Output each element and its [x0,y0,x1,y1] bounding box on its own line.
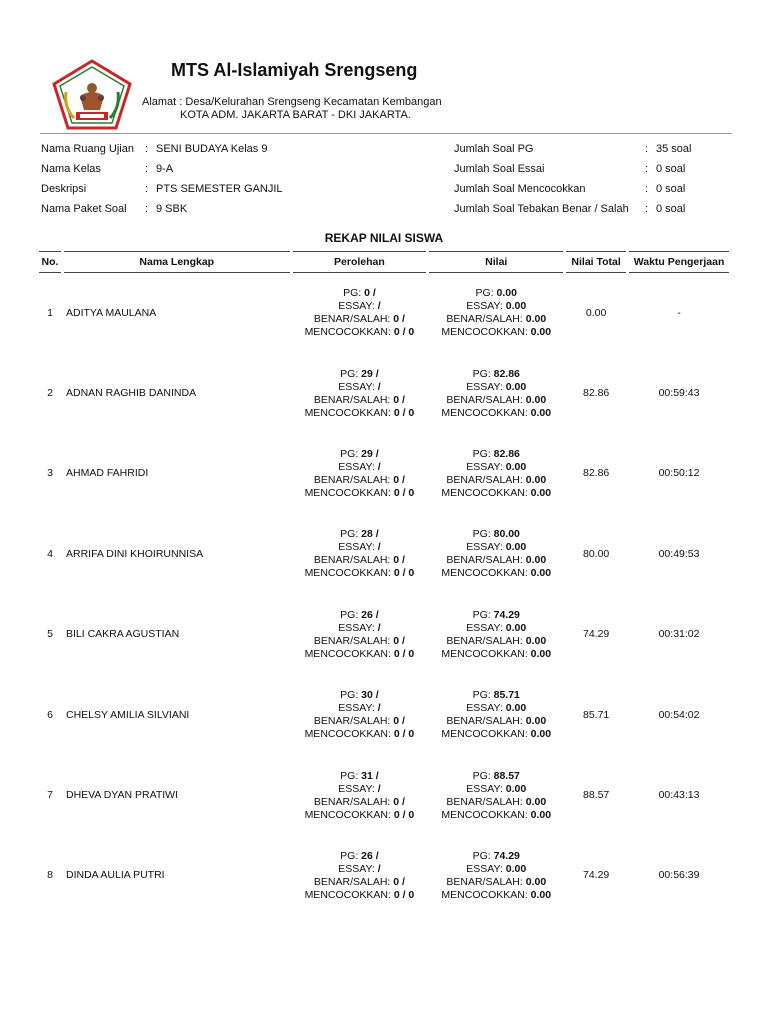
nilai-cell-line-essay [429,783,563,796]
detail-label: ESSAY: [466,862,506,875]
detail-value: 0 / 0 [393,647,415,660]
detail-value: / [377,300,381,313]
detail-label: PG: [472,528,494,541]
column-header-waktu: Waktu Pengerjaan [629,251,729,273]
detail-label: ESSAY: [338,300,378,313]
detail-value: 0.00 [530,486,552,499]
perolehan-cell-line-mencocokkan [293,487,427,500]
waktu-pengerjaan: 00:43:13 [658,789,700,802]
nilai-cell-line-mencocokkan [429,567,563,580]
detail-value: 26 / [361,608,379,621]
perolehan-cell [293,836,427,916]
perolehan-cell-line-essay [293,622,427,635]
detail-value: 0.00 [505,541,527,554]
perolehan-cell-line-benar-salah [293,796,427,809]
detail-value: 30 / [361,689,379,702]
student-name: CHELSY AMILIA SILVIANI [65,708,190,721]
info-colon: : [145,163,149,175]
info-label-kelas: Nama Kelas [41,163,101,175]
row-number: 6 [47,708,53,721]
nilai-cell-line-mencocokkan [429,487,563,500]
detail-label: PG: [340,447,362,460]
table-header-row [39,251,729,273]
detail-value: 0.00 [525,393,547,406]
detail-value: 0 / 0 [393,486,415,499]
detail-label: BENAR/SALAH: [313,313,394,326]
info-label-jumlah-mencocokkan: Jumlah Soal Mencocokkan [454,183,586,195]
detail-label: ESSAY: [466,702,506,715]
nilai-cell-line-benar-salah [429,554,563,567]
detail-value: 0.00 [525,554,547,567]
detail-value: 0 / [393,393,405,406]
detail-label: BENAR/SALAH: [313,473,394,486]
nilai-cell-line-pg [429,609,563,622]
detail-value: 0.00 [525,875,547,888]
rekap-table [36,251,732,916]
perolehan-cell-line-benar-salah [293,715,427,728]
detail-value: 0.00 [530,647,552,660]
detail-value: 0 / [393,875,405,888]
info-label-jumlah-pg: Jumlah Soal PG [454,143,534,155]
detail-label: MENCOCOKKAN: [441,326,531,339]
nilai-cell-line-essay [429,541,563,554]
perolehan-cell-line-pg [293,287,427,300]
perolehan-cell-line-benar-salah [293,554,427,567]
detail-label: MENCOCOKKAN: [441,808,531,821]
perolehan-cell-line-benar-salah [293,313,427,326]
detail-value: 0 / 0 [393,888,415,901]
nilai-cell-line-essay [429,622,563,635]
detail-label: BENAR/SALAH: [313,715,394,728]
nilai-cell [429,836,563,916]
perolehan-cell-line-pg [293,609,427,622]
info-label-ruang: Nama Ruang Ujian [41,143,134,155]
info-value-deskripsi: PTS SEMESTER GANJIL [156,183,283,195]
nilai-total: 74.29 [582,869,610,882]
detail-value: / [377,862,381,875]
detail-label: ESSAY: [466,541,506,554]
info-colon: : [145,203,149,215]
perolehan-cell-line-essay [293,381,427,394]
detail-label: BENAR/SALAH: [446,634,526,647]
student-name: ARRIFA DINI KHOIRUNNISA [65,547,204,560]
nilai-cell [429,514,563,594]
table-row [39,836,729,916]
detail-value: 31 / [361,769,379,782]
detail-label: MENCOCOKKAN: [304,728,394,741]
detail-value: 0 / 0 [393,326,415,339]
perolehan-cell-line-essay [293,702,427,715]
detail-value: 0 / 0 [393,567,415,580]
nilai-total: 85.71 [582,708,610,721]
detail-label: PG: [472,849,494,862]
table-row [39,595,729,675]
detail-label: BENAR/SALAH: [446,473,526,486]
table-row [39,353,729,433]
detail-label: ESSAY: [338,702,378,715]
perolehan-cell-line-pg [293,528,427,541]
detail-label: ESSAY: [338,862,378,875]
nilai-total: 74.29 [582,628,610,641]
table-row [39,273,729,353]
perolehan-cell [293,353,427,433]
student-name: DINDA AULIA PUTRI [65,869,165,882]
waktu-pengerjaan: - [677,306,681,319]
detail-value: 0.00 [530,406,552,419]
detail-value: 0.00 [525,473,547,486]
nilai-total: 80.00 [582,547,610,560]
waktu-pengerjaan: 00:59:43 [658,387,700,400]
nilai-cell-line-mencocokkan [429,648,563,661]
table-row [39,514,729,594]
perolehan-cell-line-mencocokkan [293,889,427,902]
info-colon: : [145,143,149,155]
waktu-pengerjaan: 00:54:02 [658,708,700,721]
nilai-cell-line-benar-salah [429,796,563,809]
detail-value: 0.00 [525,313,547,326]
nilai-cell-line-essay [429,461,563,474]
info-value-ruang: SENI BUDAYA Kelas 9 [156,143,268,155]
student-name: ADITYA MAULANA [65,306,157,319]
detail-value: 0.00 [505,782,527,795]
nilai-cell-line-essay [429,863,563,876]
perolehan-cell [293,434,427,514]
school-emblem-icon [50,58,134,132]
detail-label: ESSAY: [338,782,378,795]
detail-value: 29 / [361,447,379,460]
waktu-pengerjaan: 00:49:53 [658,547,700,560]
perolehan-cell-line-pg [293,850,427,863]
detail-value: 0 / [393,715,405,728]
detail-label: MENCOCOKKAN: [441,728,531,741]
detail-value: 26 / [361,849,379,862]
detail-label: PG: [340,769,362,782]
nilai-cell [429,595,563,675]
detail-label: ESSAY: [338,380,378,393]
detail-label: PG: [340,528,362,541]
nilai-cell-line-benar-salah [429,394,563,407]
info-value-kelas: 9-A [156,163,174,175]
detail-label: MENCOCOKKAN: [304,486,394,499]
detail-label: ESSAY: [338,460,378,473]
detail-value: 0 / [393,554,405,567]
nilai-cell-line-benar-salah [429,474,563,487]
column-header-perolehan: Perolehan [293,251,427,273]
nilai-cell-line-pg [429,850,563,863]
detail-label: MENCOCOKKAN: [304,406,394,419]
perolehan-cell [293,595,427,675]
detail-label: ESSAY: [466,380,506,393]
detail-label: PG: [472,447,494,460]
student-name: BILI CAKRA AGUSTIAN [65,628,180,641]
detail-label: PG: [472,689,494,702]
detail-value: / [377,621,381,634]
detail-value: 80.00 [493,528,520,541]
school-name: MTS Al-Islamiyah Srengseng [171,60,418,80]
detail-label: MENCOCOKKAN: [441,406,531,419]
detail-label: BENAR/SALAH: [313,795,394,808]
detail-label: BENAR/SALAH: [313,554,394,567]
nilai-cell-line-benar-salah [429,715,563,728]
perolehan-cell [293,755,427,835]
perolehan-cell [293,675,427,755]
info-value-paket: 9 SBK [156,203,188,215]
detail-label: MENCOCOKKAN: [441,647,531,660]
table-row [39,434,729,514]
info-colon: : [645,203,649,215]
perolehan-cell-line-essay [293,541,427,554]
detail-label: MENCOCOKKAN: [441,486,531,499]
detail-value: 0.00 [530,808,552,821]
detail-label: BENAR/SALAH: [446,875,526,888]
perolehan-cell-line-mencocokkan [293,567,427,580]
nilai-cell [429,273,563,353]
nilai-cell-line-pg [429,368,563,381]
nilai-cell-line-pg [429,448,563,461]
perolehan-cell-line-essay [293,300,427,313]
detail-label: BENAR/SALAH: [446,554,526,567]
header-divider [40,133,732,134]
perolehan-cell-line-benar-salah [293,474,427,487]
detail-value: 0.00 [530,567,552,580]
detail-label: PG: [343,287,365,300]
detail-label: PG: [340,849,362,862]
detail-label: BENAR/SALAH: [313,393,394,406]
detail-value: 82.86 [493,367,520,380]
row-number: 1 [47,306,53,319]
detail-value: / [377,541,381,554]
detail-value: 0 / 0 [393,406,415,419]
student-name: AHMAD FAHRIDI [65,467,149,480]
nilai-cell-line-pg [429,689,563,702]
detail-label: PG: [340,608,362,621]
perolehan-cell-line-essay [293,461,427,474]
perolehan-cell-line-mencocokkan [293,648,427,661]
column-header-nilai-total: Nilai Total [566,251,626,273]
nilai-cell [429,353,563,433]
detail-label: ESSAY: [466,460,506,473]
detail-value: 0.00 [530,728,552,741]
perolehan-cell [293,273,427,353]
student-name: DHEVA DYAN PRATIWI [65,789,178,802]
detail-value: / [377,380,381,393]
nilai-cell-line-pg [429,287,563,300]
perolehan-cell-line-essay [293,783,427,796]
detail-value: / [377,782,381,795]
detail-label: BENAR/SALAH: [446,393,526,406]
info-value-jumlah-benar-salah: 0 soal [656,203,686,215]
detail-value: 0 / [393,473,405,486]
column-header-no: No. [39,251,61,273]
nilai-cell-line-mencocokkan [429,407,563,420]
nilai-cell-line-mencocokkan [429,326,563,339]
perolehan-cell-line-mencocokkan [293,809,427,822]
detail-label: MENCOCOKKAN: [441,567,531,580]
detail-label: MENCOCOKKAN: [304,647,394,660]
perolehan-cell-line-mencocokkan [293,728,427,741]
detail-value: 0.00 [496,287,517,300]
info-label-deskripsi: Deskripsi [41,183,87,195]
address-line-2: KOTA ADM. JAKARTA BARAT - DKI JAKARTA. [180,109,411,121]
column-header-nama: Nama Lengkap [64,251,290,273]
perolehan-cell-line-mencocokkan [293,326,427,339]
detail-value: 0 / 0 [393,728,415,741]
table-row [39,675,729,755]
nilai-cell [429,434,563,514]
detail-label: MENCOCOKKAN: [304,567,394,580]
detail-value: / [377,702,381,715]
detail-label: PG: [340,367,362,380]
detail-value: 0.00 [505,862,527,875]
row-number: 5 [47,628,53,641]
perolehan-cell-line-pg [293,770,427,783]
detail-value: 28 / [361,528,379,541]
info-value-jumlah-mencocokkan: 0 soal [656,183,686,195]
info-colon: : [645,163,649,175]
detail-value: 0.00 [525,795,547,808]
address-line-1: Alamat : Desa/Kelurahan Srengseng Kecamatan Kembangan [142,96,442,108]
detail-value: 0.00 [505,300,527,313]
nilai-cell [429,675,563,755]
detail-value: 0 / [393,795,405,808]
info-label-jumlah-benar-salah: Jumlah Soal Tebakan Benar / Salah [454,203,629,215]
detail-label: PG: [472,769,494,782]
nilai-cell-line-benar-salah [429,313,563,326]
detail-value: 0.00 [525,634,547,647]
nilai-cell-line-benar-salah [429,876,563,889]
perolehan-cell-line-mencocokkan [293,407,427,420]
perolehan-cell-line-benar-salah [293,635,427,648]
nilai-cell-line-pg [429,528,563,541]
detail-value: 0.00 [525,715,547,728]
nilai-total: 82.86 [582,467,610,480]
nilai-cell-line-mencocokkan [429,889,563,902]
nilai-cell-line-essay [429,702,563,715]
info-label-jumlah-essai: Jumlah Soal Essai [454,163,545,175]
nilai-total: 82.86 [582,387,610,400]
detail-value: 0.00 [505,621,527,634]
info-value-jumlah-pg: 35 soal [656,143,692,155]
detail-label: BENAR/SALAH: [313,634,394,647]
detail-label: BENAR/SALAH: [446,313,526,326]
perolehan-cell-line-pg [293,368,427,381]
row-number: 8 [47,869,53,882]
perolehan-cell-line-essay [293,863,427,876]
nilai-cell-line-mencocokkan [429,728,563,741]
detail-value: / [377,460,381,473]
nilai-cell-line-essay [429,300,563,313]
detail-value: 0.00 [505,702,527,715]
detail-label: BENAR/SALAH: [446,715,526,728]
perolehan-cell-line-benar-salah [293,394,427,407]
waktu-pengerjaan: 00:56:39 [658,869,700,882]
detail-label: MENCOCOKKAN: [441,888,531,901]
detail-value: 74.29 [493,608,520,621]
info-colon: : [645,183,649,195]
perolehan-cell-line-pg [293,448,427,461]
perolehan-cell-line-pg [293,689,427,702]
section-title: REKAP NILAI SISWA [324,231,444,245]
row-number: 7 [47,789,53,802]
info-label-paket: Nama Paket Soal [41,203,127,215]
detail-label: BENAR/SALAH: [446,795,526,808]
info-colon: : [145,183,149,195]
detail-value: 0.00 [530,888,552,901]
detail-label: PG: [475,287,497,300]
detail-label: ESSAY: [466,782,506,795]
detail-label: PG: [472,367,494,380]
perolehan-cell-line-benar-salah [293,876,427,889]
nilai-total: 88.57 [582,789,610,802]
detail-label: BENAR/SALAH: [313,875,394,888]
detail-value: 85.71 [493,689,520,702]
row-number: 3 [47,467,53,480]
detail-label: ESSAY: [338,541,378,554]
nilai-cell-line-pg [429,770,563,783]
detail-label: MENCOCOKKAN: [304,326,394,339]
nilai-cell-line-mencocokkan [429,809,563,822]
info-colon: : [645,143,649,155]
detail-value: 0.00 [505,460,527,473]
detail-value: 82.86 [493,447,520,460]
detail-label: ESSAY: [338,621,378,634]
perolehan-cell [293,514,427,594]
table-row [39,755,729,835]
detail-value: 0.00 [505,380,527,393]
row-number: 2 [47,387,53,400]
detail-label: MENCOCOKKAN: [304,808,394,821]
nilai-total: 0.00 [585,306,607,319]
waktu-pengerjaan: 00:50:12 [658,467,700,480]
detail-label: MENCOCOKKAN: [304,888,394,901]
detail-value: 0.00 [530,326,552,339]
detail-value: 88.57 [493,769,520,782]
detail-value: 74.29 [493,849,520,862]
detail-value: 0 / 0 [393,808,415,821]
info-value-jumlah-essai: 0 soal [656,163,686,175]
detail-value: 0 / [393,634,405,647]
column-header-nilai: Nilai [429,251,563,273]
student-name: ADNAN RAGHIB DANINDA [65,387,197,400]
nilai-cell-line-benar-salah [429,635,563,648]
detail-value: 0 / [364,287,376,300]
nilai-cell [429,755,563,835]
detail-value: 29 / [361,367,379,380]
detail-label: PG: [340,689,362,702]
detail-label: ESSAY: [466,300,506,313]
nilai-cell-line-essay [429,381,563,394]
detail-label: PG: [472,608,494,621]
row-number: 4 [47,547,53,560]
waktu-pengerjaan: 00:31:02 [658,628,700,641]
detail-value: 0 / [393,313,405,326]
detail-label: ESSAY: [466,621,506,634]
